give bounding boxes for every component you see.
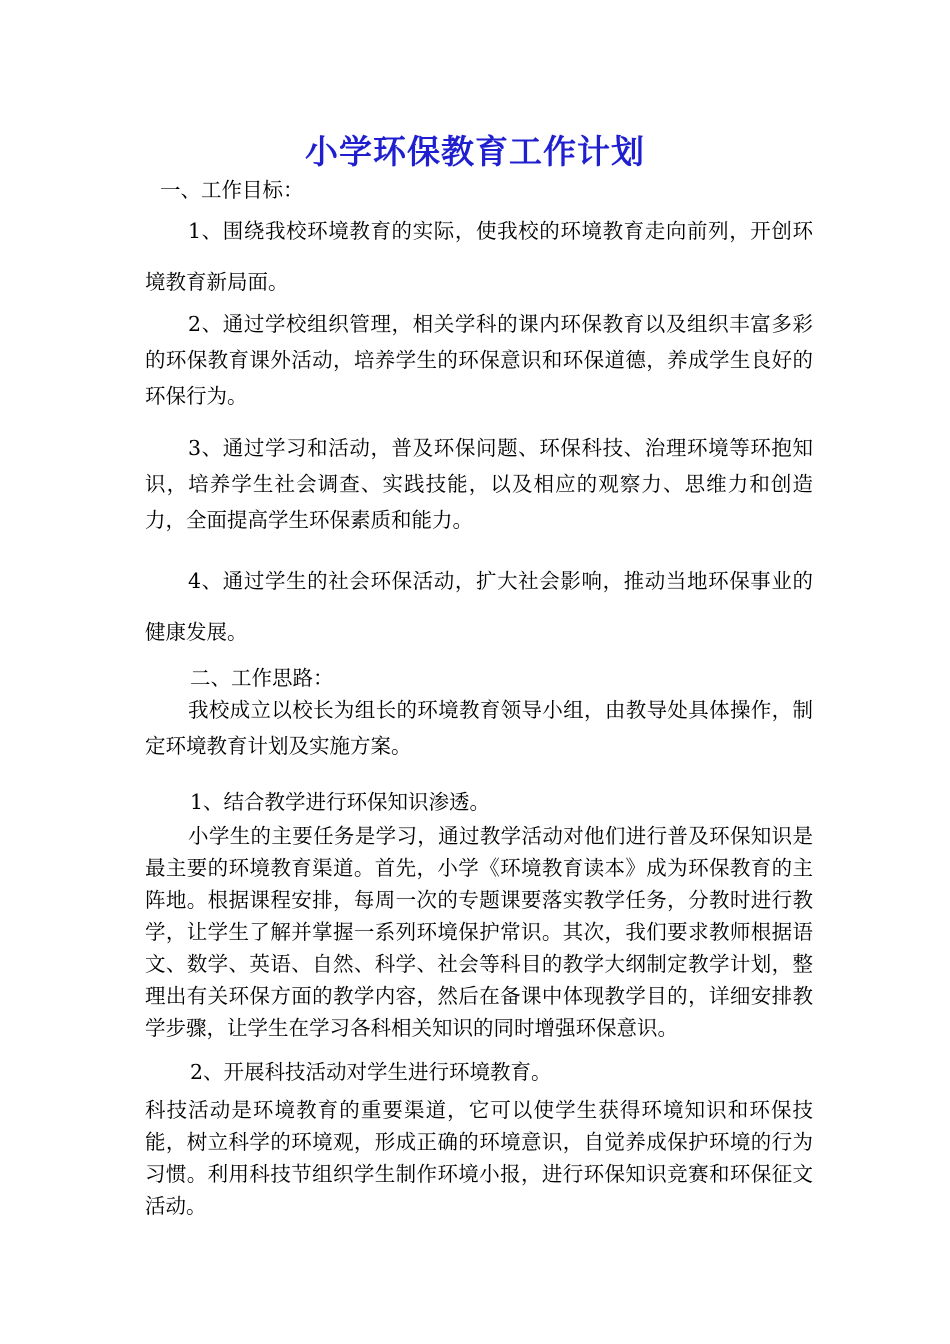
- goal-paragraph-1: 1、围绕我校环境教育的实际，使我校的环境教育走向前列，开创环境教育新局面。: [145, 219, 813, 294]
- document-title: 小学环保教育工作计划: [305, 132, 645, 171]
- goal-paragraph-4: 4、通过学生的社会环保活动，扩大社会影响，推动当地环保事业的健康发展。: [145, 569, 813, 644]
- item-heading-1: 1、结合教学进行环保知识渗透。: [190, 790, 491, 814]
- section-heading-goals: 一、工作目标：: [160, 178, 304, 202]
- item-heading-2: 2、开展科技活动对学生进行环境教育。: [190, 1060, 552, 1084]
- goal-paragraph-3: 3、通过学习和活动，普及环保问题、环保科技、治理环境等环抱知识，培养学生社会调查、实践技能，以及相应的观察力、思维力和创造力，全面提高学生环保素质和能力。: [145, 436, 813, 532]
- item-paragraph-1: 小学生的主要任务是学习，通过教学活动对他们进行普及环保知识是最主要的环境教育渠道。首先，小学《环境教育读本》成为环保教育的主阵地。根据课程安排，每周一次的专题课要落实教学任务，分教时进行教学，让学生了解并掌握一系列环境保护常识。其次，我们要求教师根据语文、数学、英语、自然、科学、社会等科目的教学大纲制定教学计划，整理出有关环保方面的教学内容，然后在备课中体现教学目的，详细安排教学步骤，让学生在学习各科相关知识的同时增强环保意识。: [145, 824, 813, 1040]
- item-paragraph-2: 科技活动是环境教育的重要渠道，它可以使学生获得环境知识和环保技能，树立科学的环境观，形成正确的环境意识，自觉养成保护环境的行为习惯。利用科技节组织学生制作环境小报，进行环保知识竞赛和环保征文活动。: [145, 1098, 813, 1218]
- section-heading-approach: 二、工作思路：: [190, 666, 334, 690]
- goal-paragraph-2: 2、通过学校组织管理，相关学科的课内环保教育以及组织丰富多彩的环保教育课外活动，培养学生的环保意识和环保道德，养成学生良好的环保行为。: [145, 312, 813, 408]
- approach-intro-paragraph: 我校成立以校长为组长的环境教育领导小组，由教导处具体操作，制定环境教育计划及实施方案。: [145, 698, 813, 758]
